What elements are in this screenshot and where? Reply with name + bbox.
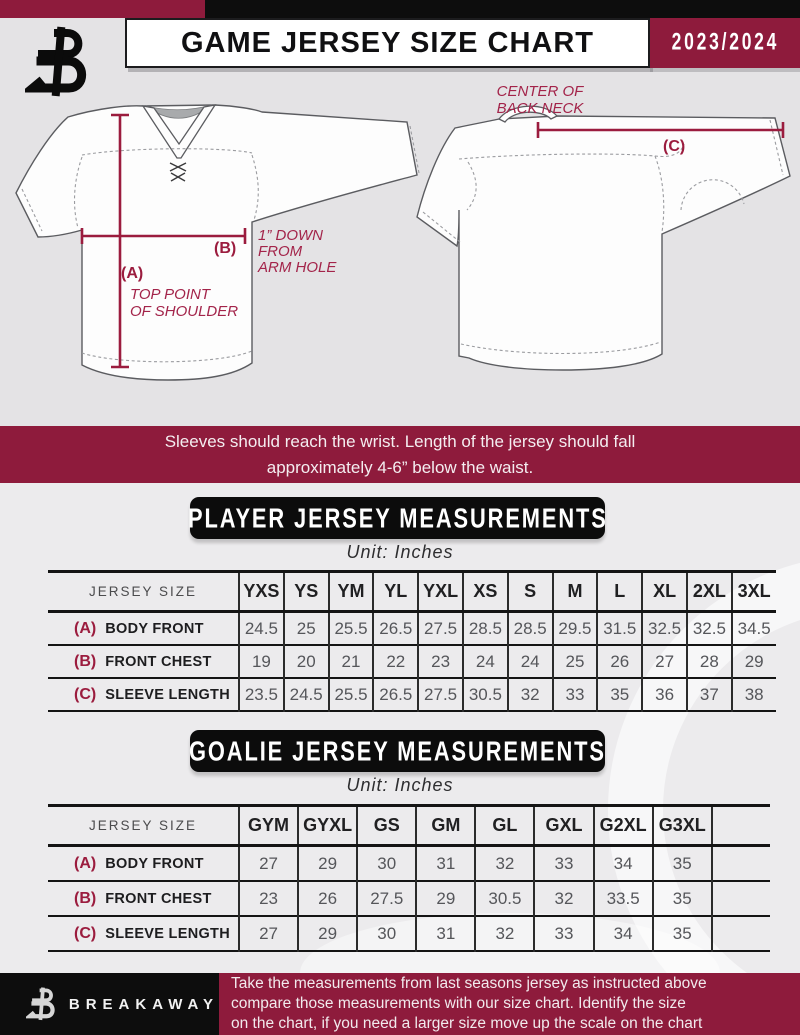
page-title: GAME JERSEY SIZE CHART [180,26,595,59]
size-column-header: M [553,572,598,612]
row-name: BODY FRONT [105,620,204,637]
size-column-header: 3XL [732,572,776,612]
measurement-cell: 35 [653,881,712,916]
measurement-cell: 33 [553,678,598,711]
player-table [48,570,776,712]
size-column-header: YL [373,572,418,612]
size-column-header: GXL [534,806,593,846]
size-column-header: YS [284,572,329,612]
back-neck-note-2: BACK NECK [496,100,584,117]
measurement-cell [712,881,770,916]
fit-notice-line-1: Sleeves should reach the wrist. Length of the jersey should fall [164,432,636,451]
measurement-cell: 21 [329,645,374,678]
fit-notice-line-2: approximately 4-6” below the waist. [266,457,534,477]
row-name: SLEEVE LENGTH [105,686,230,703]
measurement-cell: 26 [597,645,642,678]
measurement-cell: 31 [416,846,475,882]
size-column-header: GYXL [298,806,357,846]
row-key: (A) [74,619,97,637]
measurement-cell: 29 [732,645,776,678]
measurement-cell: 24.5 [284,678,329,711]
back-jersey-diagram [413,82,800,392]
measurement-cell [712,846,770,882]
row-label [48,881,239,916]
goalie-table-host [48,804,770,952]
measurement-cell: 32 [534,881,593,916]
row-key: (C) [74,924,97,942]
season-label: 2023/2024 [671,29,779,56]
label-b-note-1: 1” DOWN [258,227,323,244]
measurement-cell: 19 [239,645,284,678]
measurement-cell: 27.5 [357,881,416,916]
corner-header: JERSEY SIZE [88,818,198,833]
table-row [48,612,776,646]
row-name: FRONT CHEST [105,653,212,670]
measurement-cell: 25.5 [329,612,374,646]
player-section-title: PLAYER JERSEY MEASUREMENTS [187,501,608,534]
back-neck-note-1: CENTER OF [496,83,584,100]
table-row [48,916,770,951]
measurement-cell: 30.5 [475,881,534,916]
size-column-header: G3XL [653,806,712,846]
size-column-header: YXS [239,572,284,612]
footer-brand-block [0,973,219,1035]
label-b-note-3: ARM HOLE [258,259,337,276]
measurement-cell: 27 [239,846,298,882]
label-a-note-2: OF SHOULDER [130,303,239,320]
measurement-cell: 31.5 [597,612,642,646]
row-label [48,612,239,646]
measurement-cell: 23.5 [239,678,284,711]
size-column-header: GYM [239,806,298,846]
measurement-cell: 33 [534,916,593,951]
measurement-cell: 28.5 [463,612,508,646]
row-key: (B) [74,652,97,670]
size-column-header: XS [463,572,508,612]
measurement-cell: 35 [653,846,712,882]
row-label [48,846,239,882]
measurement-cell: 20 [284,645,329,678]
size-column-header: YM [329,572,374,612]
measurement-cell: 22 [373,645,418,678]
footer-instruction-line-2: compare those measurements with our size chart. Identify the size [231,995,686,1012]
header-maroon-strip [0,0,205,18]
table-row [48,678,776,711]
row-label [48,678,239,711]
table-row [48,881,770,916]
measurement-cell: 25 [284,612,329,646]
measurement-cell: 27 [642,645,687,678]
goalie-section-title: GOALIE JERSEY MEASUREMENTS [189,734,606,767]
size-column-header: YXL [418,572,463,612]
measurement-cell: 28 [687,645,732,678]
size-column-header: GS [357,806,416,846]
row-label [48,645,239,678]
goalie-unit-label: Unit: Inches [346,775,454,795]
row-name: FRONT CHEST [105,890,212,907]
table-row [48,645,776,678]
measurement-cell: 35 [597,678,642,711]
measurement-cell: 27 [239,916,298,951]
size-column-header: GL [475,806,534,846]
measurement-cell: 30.5 [463,678,508,711]
measurement-cell: 27.5 [418,612,463,646]
label-a-note-1: TOP POINT [130,286,211,303]
measurement-cell: 26.5 [373,612,418,646]
footer-instruction-line-1: Take the measurements from last seasons jersey as instructed above [231,975,707,992]
size-column-header: 2XL [687,572,732,612]
measurement-cell: 24 [508,645,553,678]
measurement-cell: 35 [653,916,712,951]
goalie-table [48,804,770,952]
measurement-cell: 31 [416,916,475,951]
row-label [48,916,239,951]
title-box [125,18,650,68]
season-box [650,18,800,68]
measurement-cell: 36 [642,678,687,711]
breakaway-footer-logo-icon [26,984,59,1024]
measurement-cell: 29 [416,881,475,916]
table-row [48,846,770,882]
measurement-cell: 32 [508,678,553,711]
measurement-cell: 32.5 [642,612,687,646]
goalie-section-banner [190,730,605,772]
row-name: SLEEVE LENGTH [105,925,230,942]
row-key: (C) [74,685,97,703]
size-column-header: S [508,572,553,612]
measurement-cell: 29 [298,916,357,951]
measurement-cell: 34 [594,846,653,882]
measurement-cell: 32.5 [687,612,732,646]
measurement-cell: 23 [239,881,298,916]
size-column-header: GM [416,806,475,846]
measurement-cell: 26.5 [373,678,418,711]
player-unit-label: Unit: Inches [346,542,454,562]
label-b-note-2: FROM [258,243,303,260]
label-b: (B) [214,240,237,257]
footer-brand-name: BREAKAWAY [68,995,219,1013]
measurement-cell: 25.5 [329,678,374,711]
measurement-cell: 33.5 [594,881,653,916]
breakaway-logo-icon [25,26,95,98]
row-name: BODY FRONT [105,855,204,872]
size-column-header: XL [642,572,687,612]
measurement-cell: 27.5 [418,678,463,711]
corner-header: JERSEY SIZE [88,584,198,599]
size-column-header: G2XL [594,806,653,846]
row-key: (B) [74,889,97,907]
footer-instruction-line-3: on the chart, if you need a larger size move up the scale on the chart [231,1015,703,1032]
front-jersey-diagram [8,95,428,410]
measurement-cell: 25 [553,645,598,678]
measurement-cell: 34.5 [732,612,776,646]
size-column-header: L [597,572,642,612]
measurement-cell: 32 [475,916,534,951]
measurement-cell: 37 [687,678,732,711]
player-table-host [48,570,776,712]
measurement-cell: 29.5 [553,612,598,646]
measurement-cell [712,916,770,951]
measurement-cell: 30 [357,846,416,882]
measurement-cell: 33 [534,846,593,882]
player-section-banner [187,497,608,539]
fit-notice-banner [0,426,800,483]
measurement-cell: 34 [594,916,653,951]
measurement-cell: 29 [298,846,357,882]
label-a: (A) [121,265,144,282]
header-black-strip [205,0,800,18]
measurement-cell: 28.5 [508,612,553,646]
label-c: (C) [663,138,686,155]
measurement-cell: 32 [475,846,534,882]
measurement-cell: 24 [463,645,508,678]
measurement-cell: 24.5 [239,612,284,646]
size-column-header [712,806,770,846]
measurement-cell: 23 [418,645,463,678]
measurement-cell: 30 [357,916,416,951]
footer-instructions [219,973,800,1035]
measurement-cell: 38 [732,678,776,711]
measurement-cell: 26 [298,881,357,916]
row-key: (A) [74,854,97,872]
